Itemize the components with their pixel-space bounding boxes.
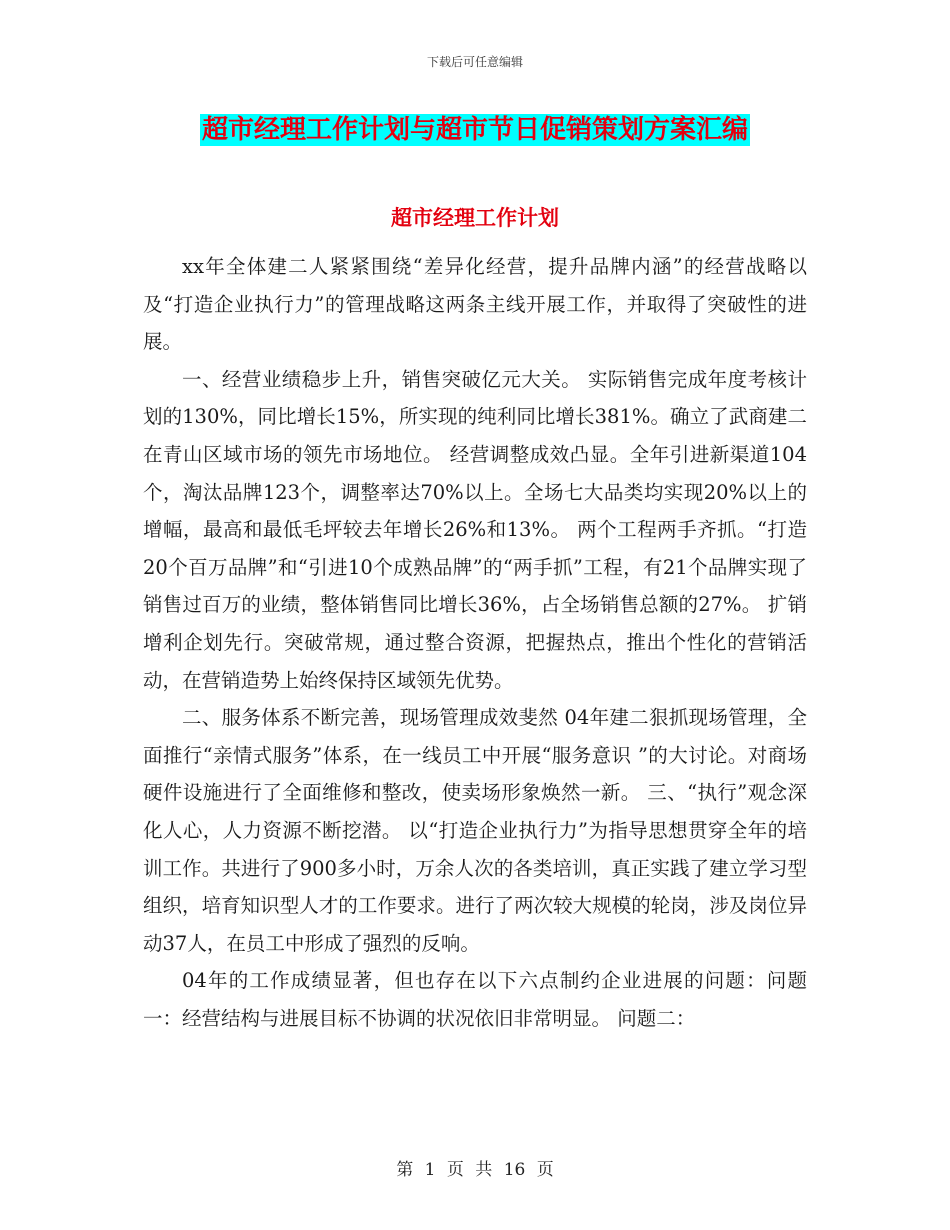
paragraph: xx年全体建二人紧紧围绕“差异化经营，提升品牌内涵”的经营战略以及“打造企业执行力”的管理战略这两条主线开展工作，并取得了突破性的进展。 xyxy=(143,255,807,354)
paragraph: 一、经营业绩稳步上升，销售突破亿元大关。 实际销售完成年度考核计划的130%，同比增长15%，所实现的纯利同比增长381%。确立了武商建二在青山区域市场的领先市场地位。 经营调整成效凸显。全年引进新渠道104个，淘汰品牌123个，调整率达70%以上。全场七大品类均实现20%以上的增幅，最高和最低毛坪较去年增长26%和13%。 两个工程两手齐抓。“打造20个百万品牌”和“引进10个成熟品牌”的“两手抓”工程，有21个品牌实现了销售过百万的业绩，整体销售同比增长36%，占全场销售总额的27%。 扩销增利企划先行。突破常规，通过整合资源，把握热点，推出个性化的营销活动，在营销造势上始终保持区域领先优势。 xyxy=(143,367,807,692)
main-title-container xyxy=(0,114,950,146)
document-body xyxy=(143,248,807,1037)
main-title: 超市经理工作计划与超市节日促销策划方案汇编 xyxy=(201,115,748,145)
paragraph: 04年的工作成绩显著，但也存在以下六点制约企业进展的问题：问题一：经营结构与进展目标不协调的状况依旧非常明显。 问题二： xyxy=(143,969,807,1030)
paragraph: 二、服务体系不断完善，现场管理成效斐然 04年建二狠抓现场管理，全面推行“亲情式服务”体系，在一线员工中开展“服务意识 ”的大讨论。对商场硬件设施进行了全面维修和整改，使卖场形象焕然一新。 三、“执行”观念深化人心，人力资源不断挖潜。 以“打造企业执行力”为指导思想贯穿全年的培训工作。共进行了900多小时，万余人次的各类培训，真正实践了建立学习型组织，培育知识型人才的工作要求。进行了两次较大规模的轮岗，涉及岗位异动37人，在员工中形成了强烈的反响。 xyxy=(143,706,807,955)
section-title: 超市经理工作计划 xyxy=(391,205,559,230)
header-note: 下载后可任意编辑 xyxy=(426,55,523,69)
page-indicator: 第 1 页 共 16 页 xyxy=(396,1160,554,1180)
